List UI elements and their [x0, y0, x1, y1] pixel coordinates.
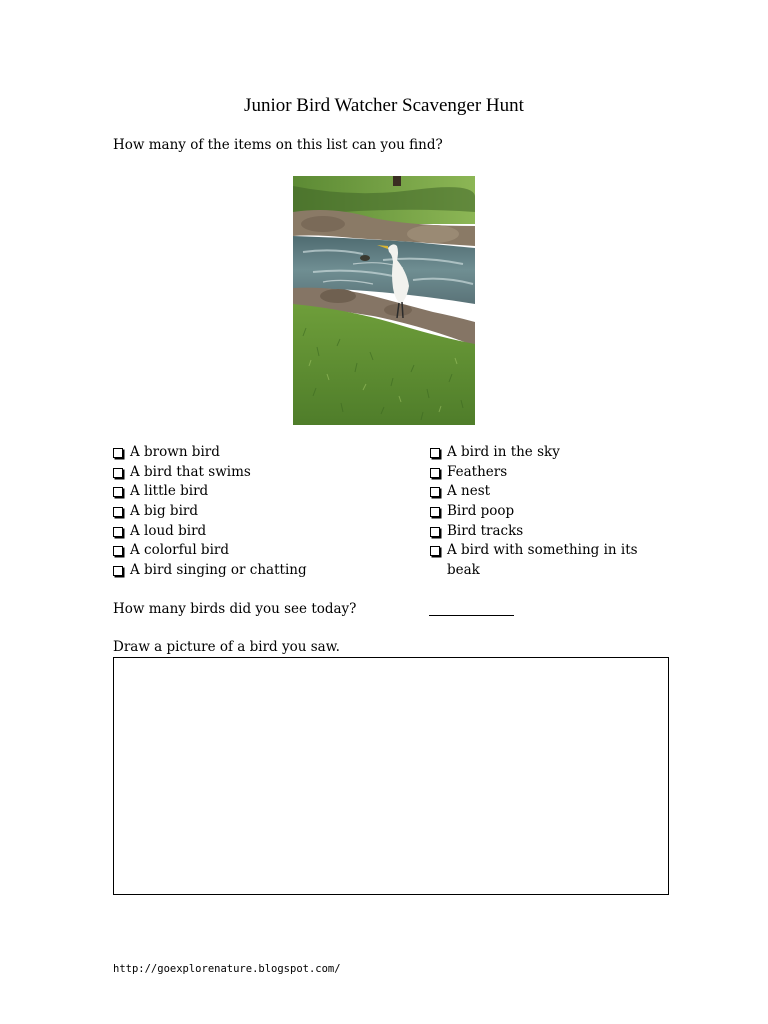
- checklist-item[interactable]: [113, 522, 307, 542]
- checklist-item-label: A bird singing or chatting: [130, 562, 307, 579]
- checklist-item-label: A bird that swims: [130, 463, 251, 480]
- checklist-item-label: Bird tracks: [447, 522, 524, 539]
- checklist-item-label: Bird poop: [447, 503, 515, 520]
- checklist-item[interactable]: [430, 541, 652, 580]
- checkbox-icon[interactable]: [113, 507, 123, 517]
- checklist-left: [113, 443, 307, 581]
- checkbox-icon[interactable]: [113, 448, 123, 458]
- checklist-item-label: A loud bird: [130, 522, 207, 539]
- checklist-item[interactable]: [430, 443, 652, 463]
- checkbox-icon[interactable]: [430, 546, 440, 556]
- checklist-item[interactable]: [113, 463, 307, 483]
- checklist-item[interactable]: [113, 541, 307, 561]
- worksheet-title: Junior Bird Watcher Scavenger Hunt: [244, 95, 524, 116]
- egret-photo: [293, 176, 475, 425]
- footer-url[interactable]: http://goexplorenature.blogspot.com/: [113, 963, 341, 975]
- checkbox-icon[interactable]: [430, 507, 440, 517]
- checkbox-icon[interactable]: [113, 468, 123, 478]
- checkbox-icon[interactable]: [430, 448, 440, 458]
- checklist-item[interactable]: [430, 463, 652, 483]
- draw-prompt: Draw a picture of a bird you saw.: [113, 639, 340, 655]
- checkbox-icon[interactable]: [113, 527, 123, 537]
- checklist-item-label: A bird with something in its beak: [447, 542, 638, 579]
- checklist-item-label: Feathers: [447, 463, 508, 480]
- checklist-item-label: A brown bird: [130, 444, 220, 460]
- checkbox-icon[interactable]: [430, 468, 440, 478]
- checklist-item-label: A colorful bird: [130, 542, 229, 559]
- drawing-area[interactable]: [113, 657, 669, 895]
- bird-count-blank[interactable]: [429, 615, 514, 616]
- bird-count-question: How many birds did you see today?: [113, 601, 357, 617]
- checklist-item-label: A bird in the sky: [447, 444, 560, 460]
- checkbox-icon[interactable]: [430, 487, 440, 497]
- checkbox-icon[interactable]: [113, 546, 123, 556]
- checkbox-icon[interactable]: [113, 566, 123, 576]
- intro-question: How many of the items on this list can you find?: [113, 137, 443, 153]
- checklist-item[interactable]: [113, 561, 307, 581]
- checklist-item[interactable]: [113, 502, 307, 522]
- checklist-item[interactable]: [430, 522, 652, 542]
- checklist-item[interactable]: [430, 502, 652, 522]
- checklist-item-label: A nest: [447, 483, 491, 500]
- checklist-item[interactable]: [113, 443, 307, 463]
- checklist-item-label: A big bird: [130, 503, 198, 520]
- checkbox-icon[interactable]: [430, 527, 440, 537]
- checklist-right: [430, 443, 652, 581]
- checkbox-icon[interactable]: [113, 487, 123, 497]
- checklist-item-label: A little bird: [130, 483, 209, 500]
- checklist-item[interactable]: [113, 482, 307, 502]
- checklist-item[interactable]: [430, 482, 652, 502]
